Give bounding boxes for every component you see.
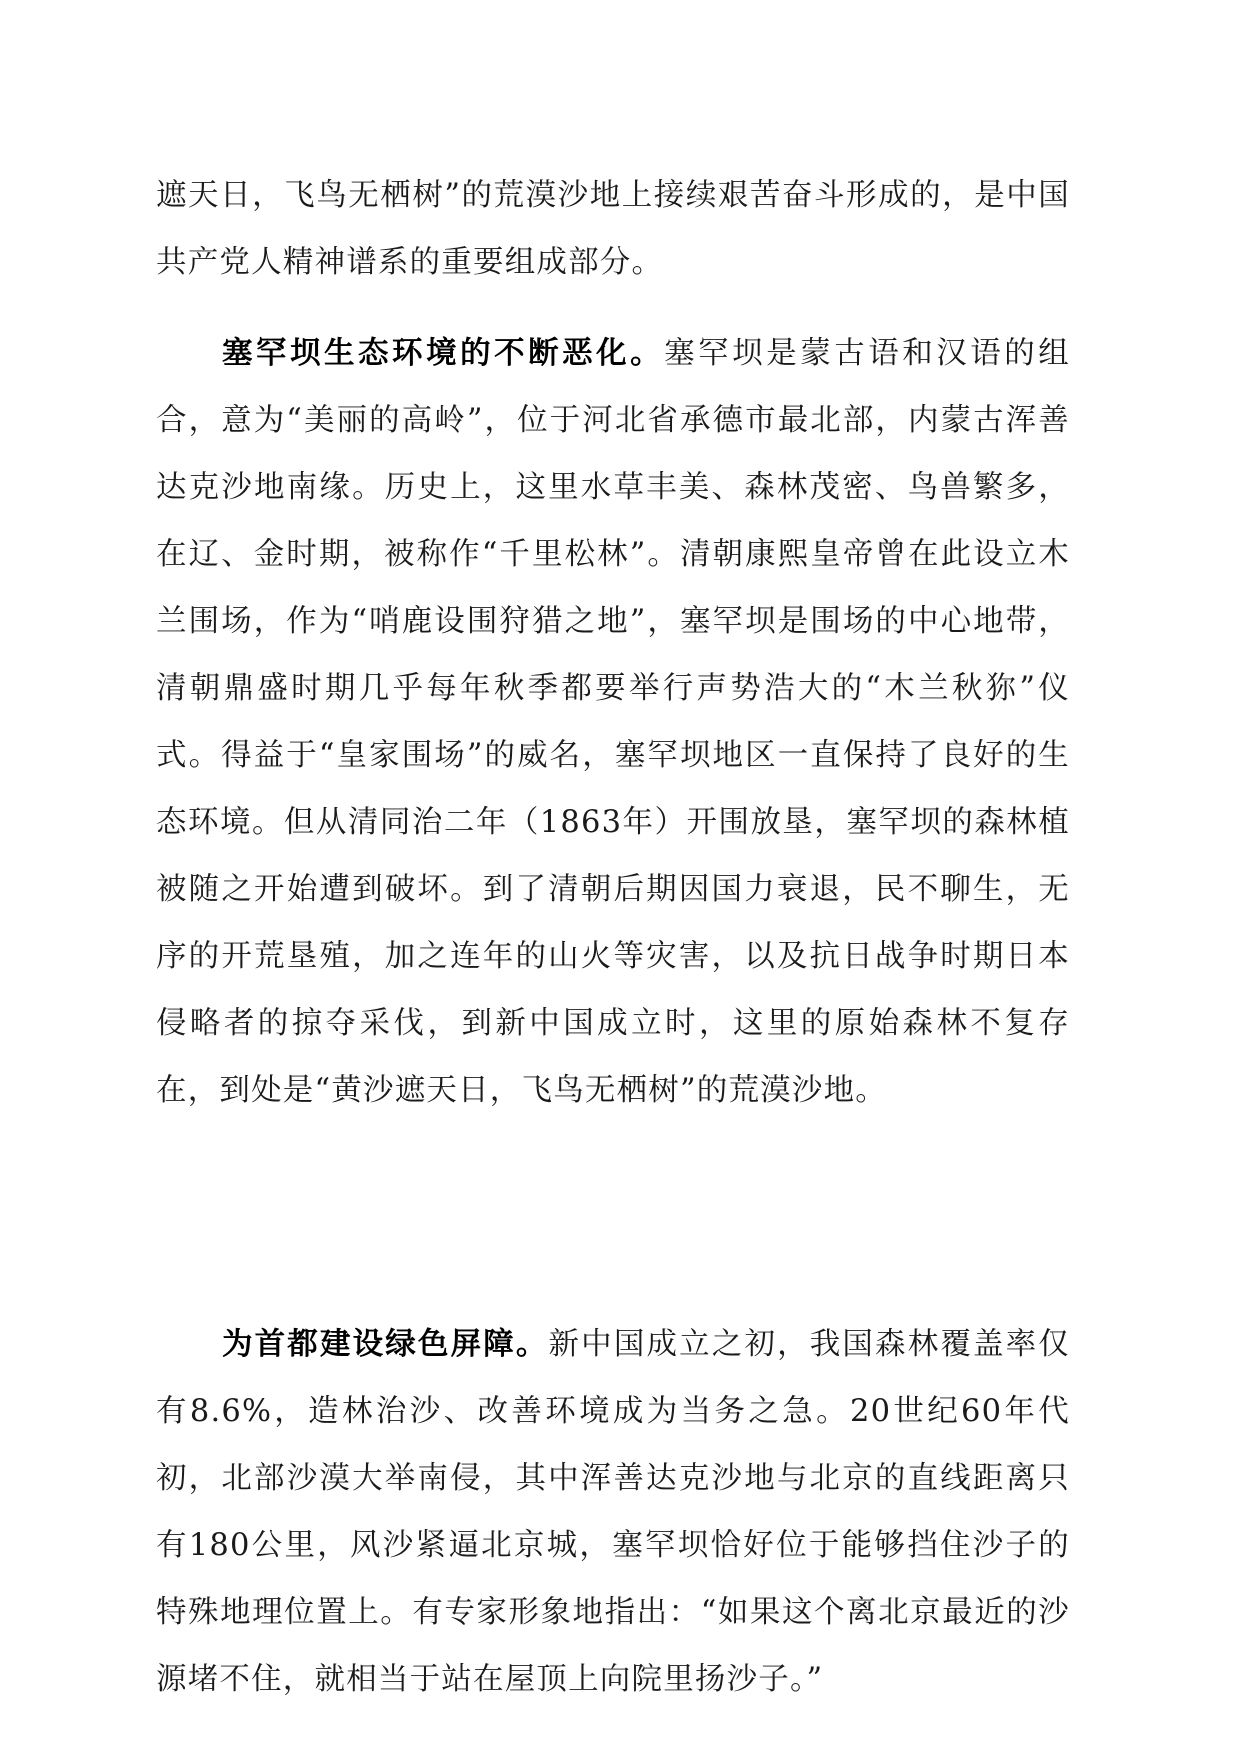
paragraph-2-text: 塞罕坝是蒙古语和汉语的组合，意为“美丽的高岭”，位于河北省承德市最北部，内蒙古浑善达克沙地南缘。历史上，这里水草丰美、森林茂密、鸟兽繁多，在辽、金时期，被称作“千里松林”。清朝康熙皇帝曾在此设立木兰围场，作为“哨鹿设围狩猎之地”，塞罕坝是围场的中心地带，清朝鼎盛时期几乎每年秋季都要举行声势浩大的“木兰秋狝”仪式。得益于“皇家围场”的威名，塞罕坝地区一直保持了良好的生态环境。但从清同治二年（1863年）开围放垦，塞罕坝的森林植被随之开始遭到破坏。到了清朝后期因国力衰退，民不聊生，无序的开荒垦殖，加之连年的山火等灾害，以及抗日战争时期日本侵略者的掠夺采伐，到新中国成立时，这里的原始森林不复存在，到处是“黄沙遮天日，飞鸟无栖树”的荒漠沙地。 <box>156 336 1070 1108</box>
paragraph-3-heading: 为首都建设绿色屏障。 <box>222 1326 549 1362</box>
paragraph-continuation <box>156 162 1070 296</box>
paragraph-saihanba-ecology <box>156 320 1070 1124</box>
paragraph-1-text: 遮天日，飞鸟无栖树”的荒漠沙地上接续艰苦奋斗形成的，是中国共产党人精神谱系的重要组成部分。 <box>156 178 1070 280</box>
paragraph-3-text: 新中国成立之初，我国森林覆盖率仅有8.6%，造林治沙、改善环境成为当务之急。20世纪60年代初，北部沙漠大举南侵，其中浑善达克沙地与北京的直线距离只有180公里，风沙紧逼北京城，塞罕坝恰好位于能够挡住沙子的特殊地理位置上。有专家形象地指出：“如果这个离北京最近的沙源堵不住，就相当于站在屋顶上向院里扬沙子。” <box>156 1327 1071 1697</box>
paragraph-2-heading: 塞罕坝生态环境的不断恶化。 <box>222 335 665 371</box>
paragraph-green-barrier <box>156 1311 1070 1713</box>
